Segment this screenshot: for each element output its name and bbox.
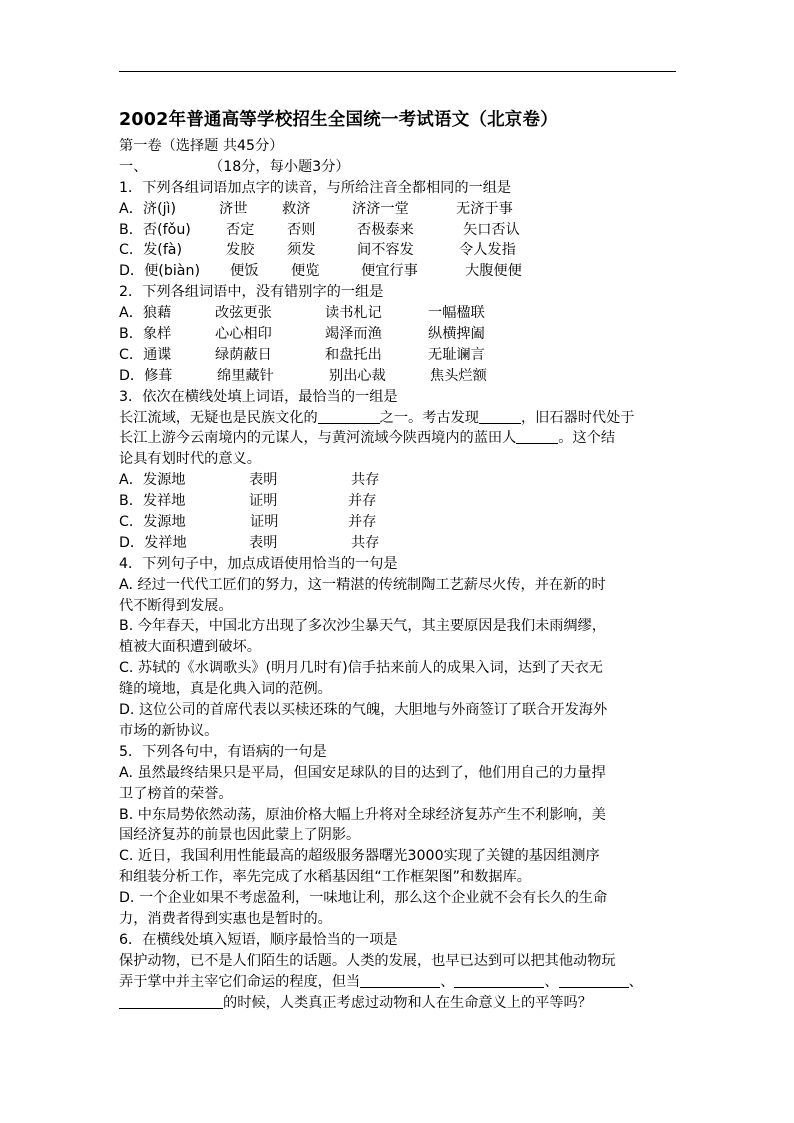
option-word: 济济一堂 [352,200,409,217]
separator: 、 [628,973,643,990]
passage-text: ，旧石器时代处于 [520,409,635,426]
option-word: 须发 [287,242,316,259]
option-word: 否则 [287,221,316,238]
option-word: 改弦更张 [215,305,272,322]
option-word: 否定 [226,221,255,238]
option-word: 证明 [250,514,279,531]
separator: 、 [544,973,559,990]
question-3-option-b [119,491,677,512]
option-word: 发胶 [226,242,255,259]
question-4-option-a: A. 经过一代代工匠们的努力，这一精湛的传统制陶工艺薪尽火传，并在新的时 [119,576,606,593]
question-1-stem: 1．下列各组词语加点字的读音，与所给注音全都相同的一组是 [119,179,512,196]
option-word: 救济 [282,200,311,217]
question-5-option-b-cont: 国经济复苏的前景也因此蒙上了阴影。 [119,827,361,844]
option-word: 无济于事 [456,200,513,217]
option-word: 竭泽而渔 [325,326,382,343]
option-word: 便览 [291,263,320,280]
option-word: 焦头烂额 [430,367,487,384]
question-5-option-c-cont: 和组装分析工作，率先完成了水稻基因组“工作框架图”和数据库。 [119,869,531,886]
option-word: 别出心裁 [329,367,386,384]
option-word: 矢口否认 [463,221,520,238]
fill-blank [516,429,558,444]
passage-text: 的时候，人类真正考虑过动物和人在生命意义上的平等吗？ [223,994,592,1011]
question-3-option-c [119,512,677,533]
exam-body [119,136,677,1013]
question-4-option-c-cont: 缝的境地，真是化典入词的范例。 [119,681,332,698]
part-number: 一、 [119,158,148,175]
question-5-option-a-cont: 卫了榜首的荣誉。 [119,785,233,802]
option-label: C．通谍 [119,346,172,363]
option-label: A．济(jì) [119,200,177,217]
question-3-option-d [119,533,677,554]
option-label: A．发源地 [119,472,186,489]
fill-blank [559,973,629,988]
question-3-stem: 3．依次在横线处填上词语，最恰当的一组是 [119,388,398,405]
question-2-option-a [119,303,677,324]
page-title: 2002年普通高等学校招生全国统一考试语文（北京卷） [119,110,558,130]
option-label: B．发祥地 [119,493,186,510]
question-1-option-a [119,199,677,220]
section-heading: 第一卷（选择题 共45分） [119,138,284,154]
header-rule [119,71,676,72]
question-2-stem: 2．下列各组词语中，没有错别字的一组是 [119,284,384,301]
fill-blank [318,409,380,424]
option-word: 表明 [249,534,278,551]
question-6-passage-line-3 [119,993,677,1014]
option-word: 纵横捭阖 [428,326,485,343]
question-4-option-c: C. 苏轼的《水调歌头》(明月几时有)信手拈来前人的成果入词，达到了天衣无 [119,660,603,677]
question-2-option-c [119,345,677,366]
option-label: C．发(fà) [119,242,183,259]
option-word: 间不容发 [357,242,414,259]
option-word: 绵里藏针 [217,367,274,384]
question-5-option-a: A. 虽然最终结果只是平局，但国安足球队的目的达到了，他们用自己的力量捍 [119,764,606,781]
question-3-passage-line-3: 论具有划时代的意义。 [119,451,261,468]
question-5-option-d-cont: 力，消费者得到实惠也是暂时的。 [119,910,332,927]
passage-text: 长江上游今云南境内的元谋人，与黄河流域今陕西境内的蓝田人 [119,430,517,447]
fill-blank [360,973,440,988]
passage-text: 长江流域，无疑也是民族文化的 [119,409,318,426]
question-3-option-a [119,470,677,491]
question-4-option-a-cont: 代不断得到发展。 [119,597,233,614]
question-5-option-b: B. 中东局势依然动荡，原油价格大幅上升将对全球经济复苏产生不利影响，美 [119,806,606,823]
question-6-stem: 6．在横线处填入短语，顺序最恰当的一项是 [119,931,398,948]
question-3-passage-line-2 [119,428,677,449]
passage-text: 。这个结 [558,430,616,447]
fill-blank [479,409,521,424]
question-4-option-b-cont: 植被大面积遭到破坏。 [119,639,261,656]
option-word: 一幅楹联 [428,305,485,322]
separator: 、 [440,973,455,990]
option-word: 共存 [351,534,380,551]
option-label: D．便(biàn) [119,263,201,280]
option-word: 心心相印 [215,326,272,343]
option-word: 并存 [348,514,377,531]
option-word: 便宜行事 [361,263,418,280]
option-label: D．修葺 [119,367,173,384]
option-word: 济世 [219,200,248,217]
question-5-option-c: C. 近日，我国利用性能最高的超级服务器曙光3000实现了关键的基因组测序 [119,848,600,865]
question-6-passage-line-2 [119,972,677,993]
option-word: 表明 [249,472,278,489]
part-heading [119,157,677,178]
option-word: 并存 [348,493,377,510]
question-2-option-b [119,324,677,345]
question-5-stem: 5．下列各句中，有语病的一句是 [119,743,327,760]
option-word: 令人发指 [459,242,516,259]
option-word: 共存 [351,472,380,489]
fill-blank [119,994,223,1009]
option-word: 读书札记 [325,305,382,322]
option-label: D．发祥地 [119,534,187,551]
option-word: 和盘托出 [325,346,382,363]
question-1-option-c [119,240,677,261]
option-label: B．否(fǒu) [119,221,191,238]
question-1-option-b [119,220,677,241]
question-6-passage-line-1: 保护动物，已不是人们陌生的话题。人类的发展，也早已达到可以把其他动物玩 [119,952,616,969]
part-info: （18分，每小题3分） [209,158,350,175]
question-4-option-d: D. 这位公司的首席代表以买椟还珠的气魄，大胆地与外商签订了联合开发海外 [119,702,608,719]
option-word: 无耻谰言 [428,346,485,363]
question-4-option-b: B. 今年春天，中国北方出现了多次沙尘暴天气，其主要原因是我们未雨绸缪， [119,618,606,635]
passage-text: 之一。考古发现 [379,409,479,426]
option-label: C．发源地 [119,514,186,531]
question-1-option-d [119,261,677,282]
passage-text: 弄于掌中并主宰它们命运的程度，但当 [119,973,361,990]
question-3-passage-line-1 [119,408,677,429]
question-5-option-d: D. 一个企业如果不考虑盈利，一味地让利，那么这个企业就不会有长久的生命 [119,890,608,907]
option-word: 绿荫蔽日 [215,346,272,363]
option-word: 便饭 [230,263,259,280]
question-2-option-d [119,366,677,387]
question-4-option-d-cont: 市场的新协议。 [119,722,219,739]
option-label: B．象样 [119,326,172,343]
fill-blank [454,973,544,988]
question-4-stem: 4．下列句子中，加点成语使用恰当的一句是 [119,555,398,572]
option-word: 否极泰来 [357,221,414,238]
option-word: 证明 [249,493,278,510]
option-word: 大腹便便 [465,263,522,280]
option-label: A．狼藉 [119,305,172,322]
